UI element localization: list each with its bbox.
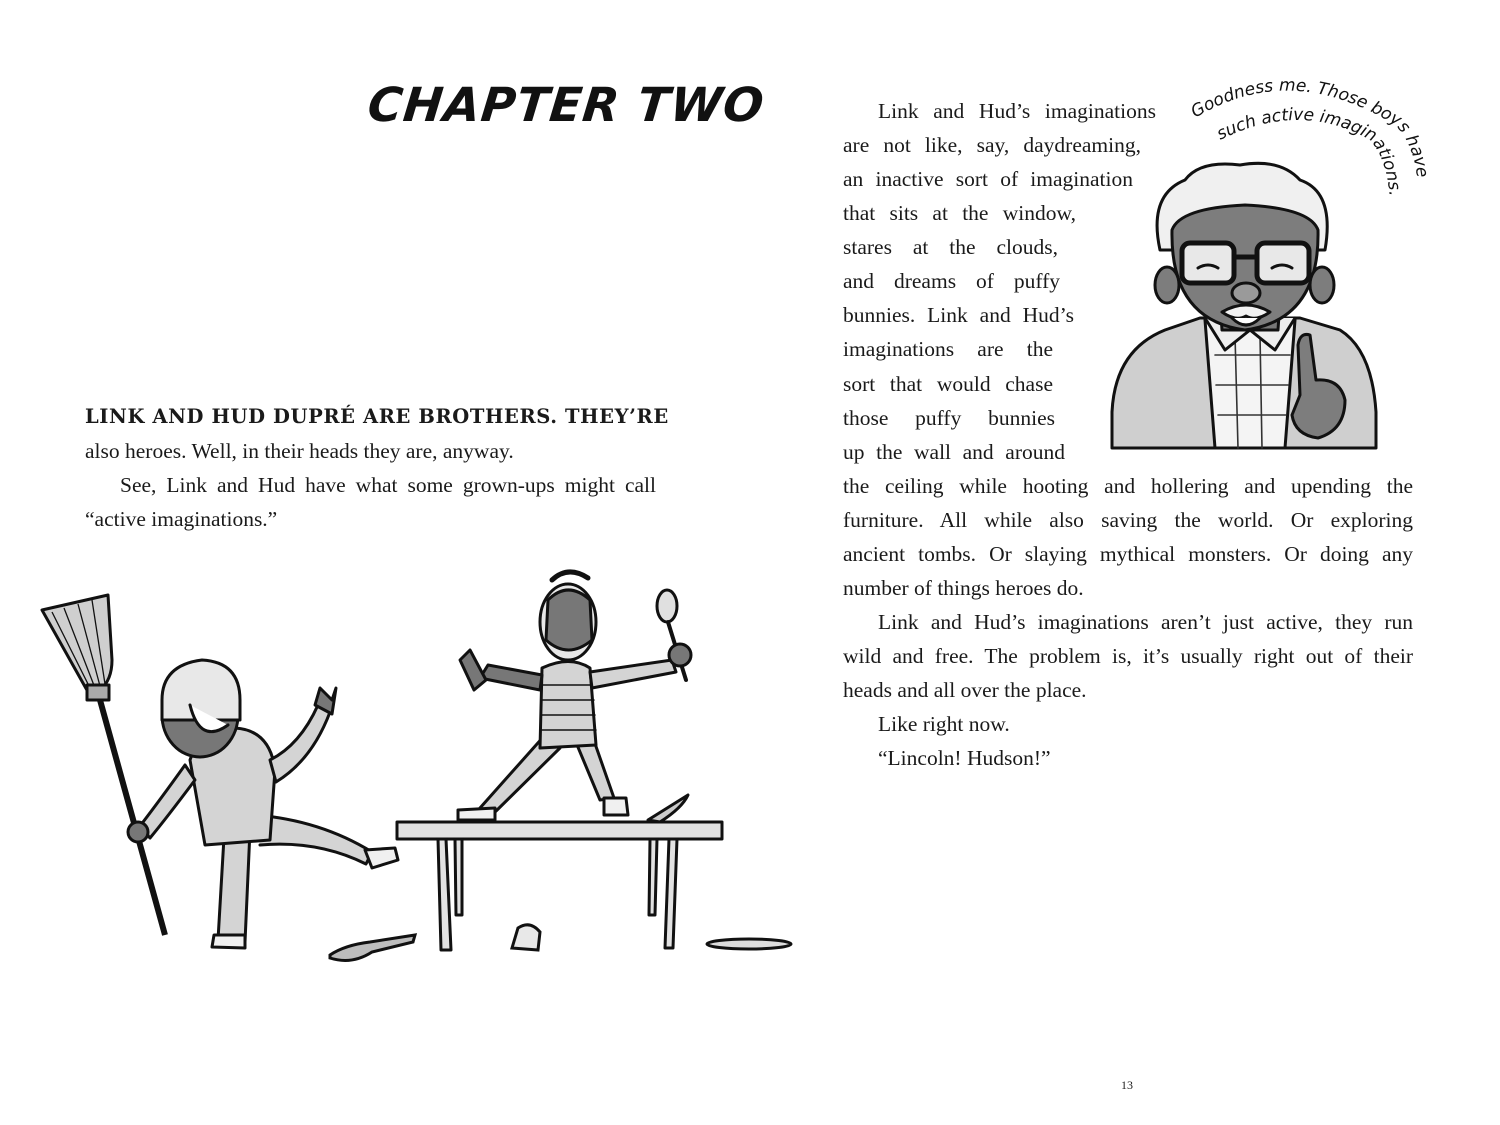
paragraph-line: those puffy bunnies [843, 406, 1055, 430]
paragraph-line: “active imaginations.” [85, 507, 278, 531]
paragraph-line: sort that would chase [843, 372, 1053, 396]
paragraph-line: also heroes. Well, in their heads they are, anyway. [85, 439, 514, 463]
paragraph-line: imaginations are the [843, 337, 1053, 361]
grandparent-illustration [1112, 163, 1376, 448]
paragraph-line: up the wall and around [843, 440, 1065, 464]
paragraph-line: the ceiling while hooting and hollering and upending the [843, 474, 1413, 498]
paragraph-line: are not like, say, daydreaming, [843, 133, 1141, 157]
paragraph-line: ancient tombs. Or slaying mythical monsters. Or doing any [843, 542, 1413, 566]
paragraph-line: that sits at the window, [843, 201, 1076, 225]
paragraph-line: number of things heroes do. [843, 576, 1084, 600]
paragraph-line: Link and Hud’s imaginations [878, 99, 1156, 123]
hero-boy-left [128, 660, 398, 948]
page-number: 13 [1121, 1078, 1133, 1092]
paragraph-line: wild and free. The problem is, it’s usually right out of their [843, 644, 1413, 668]
floor-items [330, 925, 791, 961]
paragraph-line: and dreams of puffy [843, 269, 1060, 293]
paragraph-line: “Lincoln! Hudson!” [878, 746, 1051, 770]
paragraph-line: bunnies. Link and Hud’s [843, 303, 1074, 327]
speech-line-2: such active imaginations. [1213, 104, 1405, 198]
paragraph-line: Like right now. [878, 712, 1010, 736]
table-illustration [397, 795, 722, 950]
paragraph-line: an inactive sort of imagination [843, 167, 1133, 191]
paragraph-line: heads and all over the place. [843, 678, 1087, 702]
chapter-title: CHAPTER TWO [365, 78, 768, 133]
opening-line: LINK AND HUD DUPRÉ ARE BROTHERS. THEY’RE [85, 405, 669, 428]
broom-illustration [42, 595, 165, 935]
speech-line-1: Goodness me. Those boys have [1187, 75, 1433, 179]
paragraph-line: See, Link and Hud have what some grown-ups might call [120, 473, 656, 497]
paragraph-line: furniture. All while also saving the world. Or exploring [843, 508, 1413, 532]
paragraph-line: Link and Hud’s imaginations aren’t just active, they run [878, 610, 1413, 634]
paragraph-line: stares at the clouds, [843, 235, 1058, 259]
hero-boy-right [458, 572, 691, 820]
